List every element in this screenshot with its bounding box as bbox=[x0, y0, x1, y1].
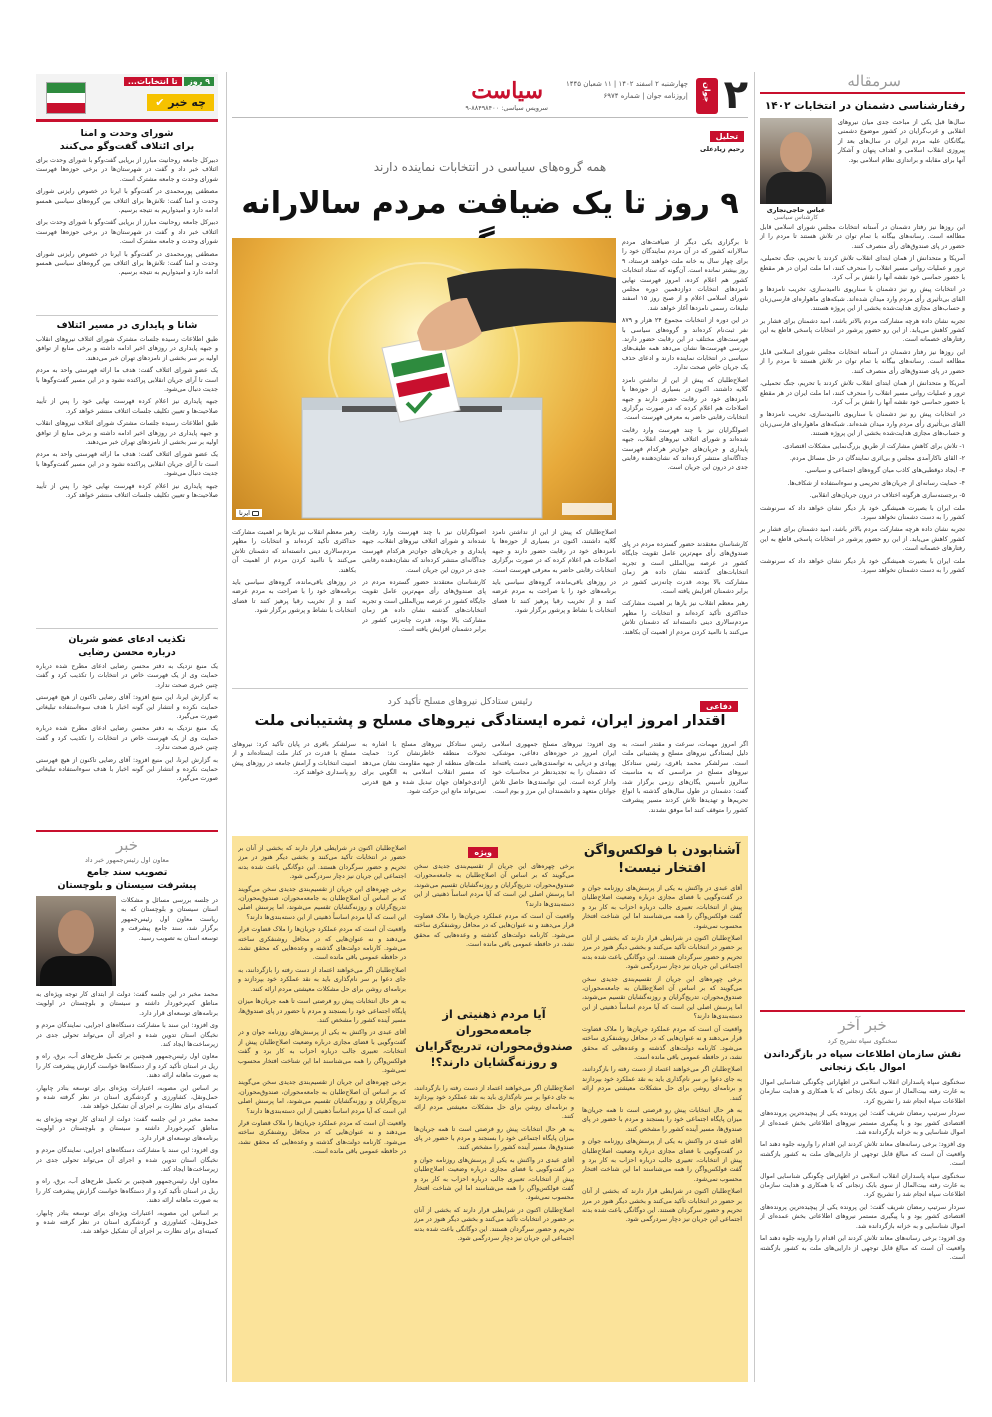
lead-body-col-2 bbox=[492, 528, 616, 678]
latest-news-paragraph: وی افزود: برخی رسانه‌های معاند تلاش کردند این اقدام را وارونه جلوه دهند اما واقعیت آن است که مبالغ قابل توجهی از دارایی‌های ملت به کشور بازگشته است. bbox=[760, 1141, 965, 1168]
photo-credit bbox=[236, 509, 262, 517]
ballot-illustration bbox=[232, 238, 616, 520]
election-banner bbox=[36, 74, 218, 122]
left-divider bbox=[36, 628, 218, 629]
countdown-days: ۹ روز bbox=[184, 77, 214, 86]
lead-paragraph: در روزهای باقی‌مانده، گروه‌های سیاسی باید برنامه‌های خود را با صراحت به مردم عرضه کنند و از تخریب رقبا پرهیز کنند تا فضای انتخابات با نشاط و پرشور برگزار شود. bbox=[492, 579, 616, 615]
feature-paragraph: به هر حال انتخابات پیش رو فرصتی است تا همه جریان‌ها میزان پایگاه اجتماعی خود را بسنجند و مردم با حضور در پای صندوق‌ها، مسیر آینده کشور را مشخص کنند. bbox=[238, 998, 406, 1024]
left-story-3-paragraph: به گزارش ایرنا، این منبع افزود: آقای رضایی تاکنون از هیچ فهرستی حمایت نکرده و انتشار این گونه اخبار با هدف سوءاستفاده تبلیغاتی صورت می‌گیرد. bbox=[36, 756, 218, 783]
lead-headline: ۹ روز تا یک ضیافت مردم سالارانه bbox=[241, 186, 739, 221]
feature-paragraph: آقای عبدی در واکنش به یکی از پرسش‌های روزنامه جوان و در گفت‌وگویی با فضای مجازی درباره وضعیت اصلاح‌طلبان پیش از انتخابات، تعبیری جالب درباره احزاب به کار برد و گفت فولکس‌واگن را همه می‌شناسند اما این شناخت افتخار محسوب نمی‌شود. bbox=[238, 1029, 406, 1074]
date-line: چهارشنبه ۲ اسفند ۱۴۰۲ | ۱۱ شعبان ۱۴۴۵ bbox=[565, 80, 688, 88]
left-story-3-paragraph: یک منبع نزدیک به دفتر محسن رضایی ادعای مطرح شده درباره حمایت وی از یک فهرست خاص در انتخابات را تکذیب کرد و گفت چنین خبری صحت ندارد. bbox=[36, 663, 218, 689]
author-photo bbox=[760, 118, 832, 204]
editorial-paragraph: تجربه نشان داده هرچه مشارکت مردم بالاتر باشد، امید دشمنان برای فشار بر کشور کاهش می‌یابد. از این رو حضور پرشور در انتخابات پاسخی قاطع به این رفتارهای خصمانه است. bbox=[760, 317, 965, 344]
feature-tag-label: ویژه bbox=[468, 847, 498, 858]
lead-paragraph: در روزهای باقی‌مانده، گروه‌های سیاسی باید برنامه‌های خود را با صراحت به مردم عرضه کنند و از تخریب رقبا پرهیز کنند تا فضای انتخابات با نشاط و پرشور برگزار شود. bbox=[232, 579, 356, 615]
feature-headline-1: آشنابودن با فولکس‌واگن افتخار نیست! bbox=[583, 843, 741, 876]
left-story-1-body bbox=[36, 156, 218, 306]
second-story-col-4 bbox=[232, 740, 356, 830]
feature-paragraph: آقای عبدی در واکنش به یکی از پرسش‌های روزنامه جوان و در گفت‌وگویی با فضای مجازی درباره وضعیت اصلاح‌طلبان پیش از انتخابات، تعبیری جالب درباره احزاب به کار برد و گفت فولکس‌واگن را همه می‌شناسند اما این شناخت افتخار محسوب نمی‌شود. bbox=[582, 885, 742, 930]
editorial-list-item: ۴- حمایت رسانه‌ای از جریان‌های تحریمی و سوءاستفاده از شکاف‌ها. bbox=[787, 479, 965, 487]
editorial-paragraph: این روزها نیز رفتار دشمنان در آستانه انتخابات مجلس شورای اسلامی قابل مطالعه است. رسانه‌های بیگانه با تمام توان در تلاش هستند تا مردم را از حضور در پای صندوق‌های رأی منصرف کنند. bbox=[760, 348, 965, 375]
left-story-2-paragraph: یک عضو شورای ائتلاف گفت: هدف ما ارائه فهرستی واحد به مردم است تا آرای جریان انقلابی پراکنده نشود و در این مسیر گفت‌وگوها با جدیت دنبال می‌شود. bbox=[36, 451, 218, 478]
left-news-paragraph: معاون اول رئیس‌جمهور همچنین بر تکمیل طرح‌های آب، برق، راه و ریل در استان تأکید کرد و از دستگاه‌ها خواست گزارش پیشرفت کار را به صورت ماهانه ارائه دهند. bbox=[36, 1178, 218, 1205]
feature-paragraph: واقعیت آن است که مردم عملکرد جریان‌ها را ملاک قضاوت قرار می‌دهند و نه عنوان‌هایی که در محافل روشنفکری ساخته می‌شود. کارنامه دولت‌های گذشته و وعده‌هایی که محقق نشد، در حافظه عمومی باقی مانده است. bbox=[238, 926, 406, 962]
feature-paragraph: اصلاح‌طلبان اگر می‌خواهند اعتماد از دست رفته را بازگردانند، به جای دعوا بر سر نام‌گذاری باید به نقد عملکرد خود بپردازند و برنامه‌ای روشن برای حل مشکلات معیشتی مردم ارائه کنند. bbox=[238, 966, 406, 993]
second-story-headline: اقتدار امروز ایران، ثمره ایستادگی نیروهای مسلح و پشتیبانی ملت bbox=[254, 713, 726, 729]
latest-news-paragraph: سخنگوی سپاه پاسداران انقلاب اسلامی در اظهاراتی چگونگی شناسایی اموال به غارت رفته بیت‌المال از سوی بابک زنجانی که با همکاری و هدایت سازمان اطلاعات سپاه انجام شد را تشریح کرد. bbox=[760, 1172, 965, 1199]
left-news-kicker: معاون اول رئیس‌جمهور خبر داد bbox=[84, 856, 170, 864]
left-news-lead-text bbox=[121, 896, 218, 986]
left-news-headline-2: پیشرفت سیستان و بلوچستان bbox=[57, 880, 197, 891]
desk-line: سرویس سیاسی: ۸۸۴۹۸۴۰۰-۹ bbox=[465, 104, 548, 112]
editorial-body bbox=[760, 223, 965, 575]
editorial-paragraph: در انتخابات پیش رو نیز دشمنان با سناریوی ناامیدسازی، تخریب نامزدها و القای بی‌تأثیری رأی مردم وارد میدان شده‌اند. شبکه‌های ماهواره‌ای فارسی‌زبان و حساب‌های مجازی هدایت‌شده بخشی از این پروژه هستند. bbox=[760, 286, 965, 313]
feature-tag bbox=[468, 840, 498, 859]
latest-news-paragraph: سردار سرتیپ رمضان شریف گفت: این پرونده یکی از پیچیده‌ترین پرونده‌های اقتصادی کشور بود و با پیگیری مستمر نیروهای اطلاعاتی بخش عمده‌ای از اموال شناسایی و به خزانه بازگردانده شد. bbox=[760, 1110, 965, 1137]
latest-news-section: خبر آخر bbox=[838, 1016, 887, 1034]
second-story-paragraph: اگر امروز مهمات، سرعت و مقتدر است، به دلیل ایستادگی نیروهای مسلح و پشتیبانی ملت است. سرلشکر محمد باقری، رئیس ستادکل نیروهای مسلح در مراسمی که به مناسبت سالروز تأسیس یگان‌های رزمی برگزار شد، گفت: دشمنان در طول سال‌های گذشته با انواع تحریم‌ها و تهدیدها تلاش کردند مسیر پیشرفت کشور را متوقف کنند اما موفق نشدند. bbox=[622, 741, 748, 814]
left-story-1-paragraph: دبیرکل جامعه روحانیت مبارز از برپایی گفت‌وگو با شورای وحدت برای ائتلاف خبر داد و گفت در شهرستان‌ها در برخی حوزه‌ها فهرست شورای وحدت و جامعه مشترک است. bbox=[36, 157, 218, 183]
left-news-section: خبر bbox=[115, 836, 139, 854]
left-story-2-headline: شانا و پایداری در مسیر ائتلاف bbox=[56, 320, 198, 331]
what-news-label bbox=[147, 94, 214, 111]
lead-paragraph: رهبر معظم انقلاب نیز بارها بر اهمیت مشارکت حداکثری تأکید کرده‌اند و انتخابات را مظهر مردم‌سالاری دینی دانسته‌اند که دشمنان تلاش می‌کنند با ناامید کردن مردم از اهمیت آن بکاهند. bbox=[232, 529, 356, 574]
latest-news-paragraph: وی افزود: برخی رسانه‌های معاند تلاش کردند این اقدام را وارونه جلوه دهند اما واقعیت آن است که مبالغ قابل توجهی از دارایی‌های ملت به کشور بازگشته است. bbox=[760, 1235, 965, 1261]
check-icon: ✔ bbox=[155, 96, 165, 109]
editorial-paragraph: تجربه نشان داده هرچه مشارکت مردم بالاتر باشد، امید دشمنان برای فشار بر کشور کاهش می‌یابد. از این رو حضور پرشور در انتخابات پاسخی قاطع به این رفتارهای خصمانه است. bbox=[760, 526, 965, 553]
countdown-title: تا انتخابات... bbox=[124, 77, 182, 86]
feature-paragraph: آقای عبدی در واکنش به یکی از پرسش‌های روزنامه جوان و در گفت‌وگویی با فضای مجازی درباره وضعیت اصلاح‌طلبان پیش از انتخابات، تعبیری جالب درباره احزاب به کار برد و گفت فولکس‌واگن را همه می‌شناسند اما این شناخت افتخار محسوب نمی‌شود. bbox=[582, 1138, 742, 1183]
left-news-box bbox=[36, 830, 218, 1382]
feature-paragraph: اصلاح‌طلبان اکنون در شرایطی قرار دارند که بخشی از آنان بر حضور در انتخابات تأکید می‌کنند و بخشی دیگر هنوز در مرز تحریم و حضور سرگردان هستند. این دوگانگی باعث شده بدنه اجتماعی این جریان نیز دچار سردرگمی شود. bbox=[238, 845, 406, 881]
editorial-paragraph: آمریکا و متحدانش از همان ابتدای انقلاب تلاش کردند با تحریم، جنگ تحمیلی، ترور و عملیات روانی مسیر انقلاب را منحرف کنند، اما ملت ایران در هر مقطع با حضور حماسی خود نقشه آنها را نقش بر آب کرد. bbox=[760, 255, 965, 282]
latest-news-paragraph: سخنگوی سپاه پاسداران انقلاب اسلامی در اظهاراتی چگونگی شناسایی اموال به غارت رفته بیت‌المال از سوی بابک زنجانی که با همکاری و هدایت سازمان اطلاعات سپاه انجام شد را تشریح کرد. bbox=[760, 1079, 965, 1105]
lead-paragraph: اصولگرایان نیز با چند فهرست وارد رقابت شده‌اند و شورای ائتلاف نیروهای انقلاب، جبهه پایداری و جریان‌های جوان‌تر هرکدام فهرست جداگانه‌ای منتشر کرده‌اند که نشان‌دهنده رقابتی جدی در درون این جریان است. bbox=[362, 529, 486, 574]
lead-kicker: همه گروه‌های سیاسی در انتخابات نماینده دارند bbox=[373, 160, 607, 174]
editorial-paragraph: آمریکا و متحدانش از همان ابتدای انقلاب تلاش کردند با تحریم، جنگ تحمیلی، ترور و عملیات روانی مسیر انقلاب را منحرف کنند، اما ملت ایران در هر مقطع با حضور حماسی خود نقشه آنها را نقش بر آب کرد. bbox=[760, 380, 965, 406]
editorial-headline: رفتارشناسی دشمنان در انتخابات ۱۴۰۲ bbox=[764, 100, 965, 112]
lead-paragraph: اصولگرایان نیز با چند فهرست وارد رقابت شده‌اند و شورای ائتلاف نیروهای انقلاب، جبهه پایداری و جریان‌های جوان‌تر هرکدام فهرست جداگانه‌ای منتشر کرده‌اند که نشان‌دهنده رقابتی جدی در درون این جریان است. bbox=[622, 426, 748, 472]
latest-news-paragraph: سردار سرتیپ رمضان شریف گفت: این پرونده یکی از پیچیده‌ترین پرونده‌های اقتصادی کشور بود و با پیگیری مستمر نیروهای اطلاعاتی بخش عمده‌ای از اموال شناسایی و به خزانه بازگردانده شد. bbox=[760, 1203, 965, 1230]
lead-tag-label: تحلیل bbox=[710, 131, 744, 142]
left-story-3-headline-2: درباره محسن رضایی bbox=[78, 647, 176, 658]
left-news-paragraph: بر اساس این مصوبه، اعتبارات ویژه‌ای برای توسعه بنادر چابهار، حمل‌ونقل، کشاورزی و گردشگری استان در نظر گرفته شده و کمیته‌ای برای نظارت بر اجرای آن تشکیل خواهد شد. bbox=[36, 1209, 218, 1236]
editorial-paragraph: سال‌ها قبل یکی از مباحث جدی میان نیروهای انقلابی و غرب‌گرایان در کشور موضوع دشمنی بیگانگان علیه مردم ایران در سال‌های بعد از پیروزی انقلاب اسلامی و اهداف پنهان و آشکار آنها برای مقابله و براندازی نظام اسلامی بود. bbox=[838, 119, 965, 164]
left-story-2-paragraph: جبهه پایداری نیز اعلام کرده فهرست نهایی خود را پس از تأیید صلاحیت‌ها و تعیین تکلیف جلسات ائتلاف منتشر خواهد کرد. bbox=[36, 482, 218, 500]
feature-paragraph: اصلاح‌طلبان اکنون در شرایطی قرار دارند که بخشی از آنان بر حضور در انتخابات تأکید می‌کنند و بخشی دیگر هنوز در مرز تحریم و حضور سرگردان هستند. این دوگانگی باعث شده بدنه اجتماعی این جریان نیز دچار سردرگمی شود. bbox=[582, 1188, 742, 1224]
feature-paragraph: واقعیت آن است که مردم عملکرد جریان‌ها را ملاک قضاوت قرار می‌دهند و نه عنوان‌هایی که در محافل روشنفکری ساخته می‌شود. کارنامه دولت‌های گذشته و وعده‌هایی که محقق نشد، در حافظه عمومی باقی مانده است. bbox=[582, 1025, 742, 1061]
feature-headline-2: آیا مردم ذهنیتی از جامعه‌محوران صندوق‌محوران، تدریج‌گرایان و روزنه‌گشایان دارند؟! bbox=[415, 1007, 573, 1069]
feature-paragraph: به هر حال انتخابات پیش رو فرصتی است تا همه جریان‌ها میزان پایگاه اجتماعی خود را بسنجند و مردم با حضور در پای صندوق‌ها، مسیر آینده کشور را مشخص کنند. bbox=[414, 1125, 574, 1152]
left-story-2-paragraph: جبهه پایداری نیز اعلام کرده فهرست نهایی خود را پس از تأیید صلاحیت‌ها و تعیین تکلیف جلسات ائتلاف منتشر خواهد کرد. bbox=[36, 398, 218, 415]
lead-tag bbox=[700, 124, 744, 153]
editorial-list-item: ۲- القای ناکارآمدی مجلس و بی‌اثری نمایندگان در حل مسائل مردم. bbox=[789, 454, 965, 462]
what-news-text: چه خبر bbox=[168, 96, 206, 109]
left-news-paragraph: محمد مخبر در این جلسه گفت: دولت از ابتدای کار توجه ویژه‌ای به مناطق کم‌برخوردار داشته و سیستان و بلوچستان در اولویت برنامه‌های توسعه‌ای قرار دارد. bbox=[36, 1115, 218, 1142]
second-story-col-1 bbox=[622, 740, 748, 830]
editorial-list-item: ۵- برجسته‌سازی هرگونه اختلاف در درون جریان‌های انقلابی. bbox=[809, 492, 965, 500]
editorial-paragraph: ملت ایران با بصیرت همیشگی خود بار دیگر نشان خواهد داد که سرنوشت کشور را به دست دشمنان نخواهد سپرد. bbox=[760, 504, 965, 521]
left-news-paragraph: محمد مخبر در این جلسه گفت: دولت از ابتدای کار توجه ویژه‌ای به مناطق کم‌برخوردار داشته و سیستان و بلوچستان در اولویت برنامه‌های توسعه‌ای قرار دارد. bbox=[36, 991, 218, 1017]
left-story-2-paragraph: یک عضو شورای ائتلاف گفت: هدف ما ارائه فهرستی واحد به مردم است تا آرای جریان انقلابی پراکنده نشود و در این مسیر گفت‌وگوها با جدیت دنبال می‌شود. bbox=[36, 367, 218, 394]
lead-byline: رحیم زیادعلی bbox=[700, 145, 745, 153]
countdown bbox=[124, 77, 214, 86]
editorial-paragraph: ملت ایران با بصیرت همیشگی خود بار دیگر نشان خواهد داد که سرنوشت کشور را به دست دشمنان نخواهد سپرد. bbox=[760, 557, 965, 574]
editorial-list-item: ۱- تلاش برای کاهش مشارکت از طریق بزرگ‌نمایی مشکلات اقتصادی. bbox=[782, 442, 965, 450]
author-suit bbox=[766, 172, 826, 204]
second-story-tag-label: دفاعی bbox=[700, 701, 738, 712]
left-news-paragraph: وی افزود: این سند با مشارکت دستگاه‌های اجرایی، نمایندگان مردم و نخبگان استان تدوین شده و اجرای آن می‌تواند تحولی جدی در زیرساخت‌ها ایجاد کند. bbox=[36, 1147, 218, 1173]
feature-paragraph: برخی چهره‌های این جریان از تقسیم‌بندی جدیدی سخن می‌گویند که بر اساس آن اصلاح‌طلبان به جامعه‌محوران، صندوق‌محوران، تدریج‌گرایان و روزنه‌گشایان تقسیم می‌شوند، اما پرسش اصلی این است که آیا مردم اساساً ذهنیتی از این دسته‌بندی‌ها دارند؟ bbox=[238, 885, 406, 921]
author-name: عباس حاجی‌نجاری bbox=[766, 206, 826, 214]
second-story-paragraph: رئیس ستادکل نیروهای مسلح با اشاره به تحولات منطقه خاطرنشان کرد: حمایت ملت‌های منطقه از جبهه مقاومت نشان می‌دهد که مسیر انقلاب اسلامی به الگویی برای آزادی‌خواهان جهان تبدیل شده و هیچ قدرتی نمی‌تواند مانع این حرکت شود. bbox=[362, 741, 486, 796]
lead-photo bbox=[232, 238, 616, 520]
lead-paragraph: در این دوره از انتخابات مجموع ۲۴ هزار و ۸۷۹ نفر ثبت‌نام کرده‌اند و گروه‌های سیاسی با فهرست‌های مختلف در این رقابت حضور دارند. بررسی فهرست‌ها نشان می‌دهد همه طیف‌های سیاسی در انتخابات نماینده دارند و ادعای حذف یک جریان خاص صحت ندارد. bbox=[622, 317, 748, 372]
author-title: کارشناس سیاسی bbox=[773, 214, 819, 221]
left-news-paragraph: وی افزود: این سند با مشارکت دستگاه‌های اجرایی، نمایندگان مردم و نخبگان استان تدوین شده و اجرای آن می‌تواند تحولی جدی در زیرساخت‌ها ایجاد کند. bbox=[36, 1022, 218, 1049]
left-story-1-paragraph: دبیرکل جامعه روحانیت مبارز از برپایی گفت‌وگو با شورای وحدت برای ائتلاف خبر داد و گفت در شهرستان‌ها در برخی حوزه‌ها فهرست شورای وحدت و جامعه مشترک است. bbox=[36, 219, 218, 246]
lead-paragraph: کارشناسان معتقدند حضور گسترده مردم در پای صندوق‌های رأی مهم‌ترین عامل تقویت جایگاه کشور در عرصه بین‌المللی است و تجربه انتخابات‌های گذشته نشان داده هر زمان مشارکت بالا بوده، قدرت چانه‌زنی کشور در برابر دشمنان افزایش یافته است. bbox=[362, 579, 486, 634]
feature-paragraph: آقای عبدی در واکنش به یکی از پرسش‌های روزنامه جوان و در گفت‌وگویی با فضای مجازی درباره وضعیت اصلاح‌طلبان پیش از انتخابات، تعبیری جالب درباره احزاب به کار برد و گفت فولکس‌واگن را همه می‌شناسند اما این شناخت افتخار محسوب نمی‌شود. bbox=[414, 1156, 574, 1202]
feature-paragraph: اصلاح‌طلبان اکنون در شرایطی قرار دارند که بخشی از آنان بر حضور در انتخابات تأکید می‌کنند و بخشی دیگر هنوز در مرز تحریم و حضور سرگردان هستند. این دوگانگی باعث شده بدنه اجتماعی این جریان نیز دچار سردرگمی شود. bbox=[414, 1206, 574, 1243]
lead-paragraph: اصلاح‌طلبان که پیش از این از نداشتن نامزد گلایه داشتند، اکنون در بسیاری از حوزه‌ها با نامزدهای خود در رقابت حضور دارند و جبهه اصلاحات هم اعلام کرده که در صورت برگزاری انتخابات رقابتی حاضر به معرفی فهرست است. bbox=[492, 529, 616, 574]
editorial-section-title: سرمقاله bbox=[843, 72, 905, 90]
mokhber-photo bbox=[36, 896, 116, 986]
feature-paragraph: واقعیت آن است که مردم عملکرد جریان‌ها را ملاک قضاوت قرار می‌دهند و نه عنوان‌هایی که در محافل روشنفکری ساخته می‌شود. کارنامه دولت‌های گذشته و وعده‌هایی که محقق نشد، در حافظه عمومی باقی مانده است. bbox=[414, 913, 574, 949]
left-story-2-paragraph: طبق اطلاعات رسیده جلسات مشترک شورای ائتلاف نیروهای انقلاب و جبهه پایداری در روزهای اخیر ادامه داشته و برخی منابع از توافق اولیه بر سر بخشی از نامزدهای تهران خبر می‌دهند. bbox=[36, 420, 218, 447]
author-face bbox=[780, 132, 812, 172]
left-story-1-paragraph: مصطفی پورمحمدی در گفت‌وگو با ایرنا در خصوص رایزنی شورای وحدت و امنا گفت: تلاش‌ها برای ائتلاف بین گروه‌های سیاسی همسو ادامه دارد و امیدواریم به نتیجه برسیم. bbox=[36, 250, 218, 277]
left-story-1-headline-2: برای ائتلاف گفت‌وگو می‌کنند bbox=[59, 141, 195, 152]
left-story-3-paragraph: یک منبع نزدیک به دفتر محسن رضایی ادعای مطرح شده درباره حمایت وی از یک فهرست خاص در انتخابات را تکذیب کرد و گفت چنین خبری صحت ندارد. bbox=[36, 725, 218, 752]
feature-col-3 bbox=[238, 844, 406, 1374]
left-news-headline-1: تصویب سند جامع bbox=[86, 867, 168, 878]
feature-col-1 bbox=[582, 884, 742, 1374]
left-news-paragraph: معاون اول رئیس‌جمهور همچنین بر تکمیل طرح‌های آب، برق، راه و ریل در استان تأکید کرد و از دستگاه‌ها خواست گزارش پیشرفت کار را به صورت ماهانه ارائه دهند. bbox=[36, 1053, 218, 1080]
logo bbox=[696, 78, 718, 114]
lead-body-col-3 bbox=[362, 528, 486, 678]
second-story-tag bbox=[700, 694, 738, 713]
left-story-1 bbox=[36, 128, 218, 306]
left-story-1-headline-1: شورای وحدت و امنا bbox=[80, 128, 174, 139]
feature-paragraph: برخی چهره‌های این جریان از تقسیم‌بندی جدیدی سخن می‌گویند که بر اساس آن اصلاح‌طلبان به جامعه‌محوران، صندوق‌محوران، تدریج‌گرایان و روزنه‌گشایان تقسیم می‌شوند، اما پرسش اصلی این است که آیا مردم اساساً ذهنیتی از این دسته‌بندی‌ها دارند؟ bbox=[238, 1079, 406, 1115]
left-news-paragraph: در جلسه بررسی مسائل و مشکلات استان سیستان و بلوچستان که به ریاست معاون اول رئیس‌جمهور برگزار شد، سند جامع پیشرفت و توسعه استان به تصویب رسید. bbox=[121, 897, 218, 942]
left-story-2 bbox=[36, 320, 218, 605]
column-divider bbox=[226, 72, 227, 1382]
page-header bbox=[232, 72, 748, 118]
ballot-box-icon bbox=[46, 82, 86, 114]
photo-credit-label: ایرنا bbox=[239, 509, 250, 517]
page-number: ۲ bbox=[723, 72, 748, 118]
section-divider bbox=[232, 688, 748, 689]
second-story-col-2 bbox=[492, 740, 616, 830]
feature-box bbox=[232, 836, 748, 1382]
lead-paragraph: اصلاح‌طلبان که پیش از این از نداشتن نامزد گلایه داشتند، اکنون در بسیاری از حوزه‌ها با نامزدهای خود در رقابت حضور دارند و جبهه اصلاحات هم اعلام کرده که در صورت برگزاری انتخابات رقابتی حاضر به معرفی فهرست است. bbox=[622, 376, 748, 422]
left-story-3-paragraph: به گزارش ایرنا، این منبع افزود: آقای رضایی تاکنون از هیچ فهرستی حمایت نکرده و انتشار این گونه اخبار با هدف سوءاستفاده تبلیغاتی صورت می‌گیرد. bbox=[36, 694, 218, 721]
left-story-3-body bbox=[36, 662, 218, 832]
lead-paragraph: کارشناسان معتقدند حضور گسترده مردم در پای صندوق‌های رأی مهم‌ترین عامل تقویت جایگاه کشور در عرصه بین‌المللی است و تجربه انتخابات‌های گذشته نشان داده هر زمان مشارکت بالا بوده، قدرت چانه‌زنی کشور در برابر دشمنان افزایش یافته است. bbox=[622, 541, 748, 596]
camera-icon bbox=[252, 511, 259, 516]
left-story-2-body bbox=[36, 335, 218, 605]
portrait-body bbox=[40, 956, 112, 986]
portrait-head bbox=[58, 910, 94, 954]
lead-body-side bbox=[622, 238, 748, 538]
feature-paragraph: واقعیت آن است که مردم عملکرد جریان‌ها را ملاک قضاوت قرار می‌دهند و نه عنوان‌هایی که در محافل روشنفکری ساخته می‌شود. کارنامه دولت‌های گذشته و وعده‌هایی که محقق نشد، در حافظه عمومی باقی مانده است. bbox=[238, 1119, 406, 1156]
latest-news-kicker: سخنگوی سپاه تشریح کرد bbox=[827, 1037, 898, 1045]
second-story-kicker: رئیس ستادکل نیروهای مسلح تأکید کرد bbox=[387, 697, 533, 707]
feature-paragraph: اصلاح‌طلبان اگر می‌خواهند اعتماد از دست رفته را بازگردانند، به جای دعوا بر سر نام‌گذاری باید به نقد عملکرد خود بپردازند و برنامه‌ای روشن برای حل مشکلات معیشتی مردم ارائه کنند. bbox=[582, 1066, 742, 1102]
feature-paragraph: به هر حال انتخابات پیش رو فرصتی است تا همه جریان‌ها میزان پایگاه اجتماعی خود را بسنجند و مردم با حضور در پای صندوق‌ها، مسیر آینده کشور را مشخص کنند. bbox=[582, 1106, 742, 1133]
issue-line: |روزنامه جوان | شماره ۶۹۷۴ bbox=[603, 92, 688, 100]
second-story-col-3 bbox=[362, 740, 486, 830]
editorial-paragraph: این روزها نیز رفتار دشمنان در آستانه انتخابات مجلس شورای اسلامی قابل مطالعه است. رسانه‌های بیگانه با تمام توان در تلاش هستند تا مردم را از حضور در پای صندوق‌های رأی منصرف کنند. bbox=[760, 224, 965, 250]
latest-news-headline: نقش سازمان اطلاعات سپاه در بازگرداندن اموال بابک زنجانی bbox=[763, 1049, 962, 1073]
second-story-paragraph: وی افزود: نیروهای مسلح جمهوری اسلامی ایران امروز در حوزه‌های دفاعی، موشکی، پهپادی و دریایی به توانمندی‌هایی دست یافته‌اند که دشمنان را به تجدیدنظر در محاسبات خود وادار کرده است. این توانمندی‌ها حاصل تلاش جوانان متعهد و دانشمندان این مرز و بوم است. bbox=[492, 741, 616, 796]
column-divider bbox=[754, 72, 755, 1382]
lead-body-col-1 bbox=[622, 540, 748, 680]
left-story-2-paragraph: طبق اطلاعات رسیده جلسات مشترک شورای ائتلاف نیروهای انقلاب و جبهه پایداری در روزهای اخیر ادامه داشته و برخی منابع از توافق اولیه بر سر بخشی از نامزدهای تهران خبر می‌دهند. bbox=[36, 336, 218, 362]
lead-body-col-4 bbox=[232, 528, 356, 678]
feature-paragraph: اصلاح‌طلبان اکنون در شرایطی قرار دارند که بخشی از آنان بر حضور در انتخابات تأکید می‌کنند و بخشی دیگر هنوز در مرز تحریم و حضور سرگردان هستند. این دوگانگی باعث شده بدنه اجتماعی این جریان نیز دچار سردرگمی شود. bbox=[582, 935, 742, 971]
feature-col-2-top bbox=[414, 862, 574, 1002]
left-story-3 bbox=[36, 634, 218, 832]
editorial-list-item: ۳- ایجاد دوقطبی‌های کاذب میان گروه‌های اجتماعی و سیاسی. bbox=[804, 467, 965, 475]
feature-col-2-bottom bbox=[414, 1084, 574, 1374]
latest-news-body bbox=[760, 1078, 965, 1262]
latest-news-box bbox=[760, 1010, 965, 1382]
second-story-paragraph: سرلشکر باقری در پایان تأکید کرد: نیروهای مسلح با قدرت در کنار ملت ایستاده‌اند و از امنیت انتخابات و آرامش جامعه در روزهای پیش رو پاسداری خواهند کرد. bbox=[232, 741, 356, 777]
lead-paragraph: تا برگزاری یکی دیگر از ضیافت‌های مردم سالارانه کشور که در آن مردم نمایندگان خود را برای چهار سال به خانه ملت خواهند فرستاد، ۹ روز بیشتر نمانده است. آن‌گونه که ستاد انتخابات کشور هم اعلام کرده، امروز فهرست نهایی نامزدهای انتخابات دوازدهمین دوره مجلس شورای اسلامی اعلام و از صبح روز ۱۵ اسفند تبلیغات رسمی نامزدها آغاز خواهد شد. bbox=[622, 239, 748, 312]
lead-paragraph: رهبر معظم انقلاب نیز بارها بر اهمیت مشارکت حداکثری تأکید کرده‌اند و انتخابات را مظهر مردم‌سالاری دینی دانسته‌اند که دشمنان تلاش می‌کنند با ناامید کردن مردم از اهمیت آن بکاهند. bbox=[622, 600, 748, 636]
left-news-body bbox=[36, 990, 218, 1360]
editorial-section-label bbox=[760, 72, 965, 94]
left-news-paragraph: بر اساس این مصوبه، اعتبارات ویژه‌ای برای توسعه بنادر چابهار، حمل‌ونقل، کشاورزی و گردشگری استان در نظر گرفته شده و کمیته‌ای برای نظارت بر اجرای آن تشکیل خواهد شد. bbox=[36, 1084, 218, 1111]
feature-paragraph: برخی چهره‌های این جریان از تقسیم‌بندی جدیدی سخن می‌گویند که بر اساس آن اصلاح‌طلبان به جامعه‌محوران، صندوق‌محوران، تدریج‌گرایان و روزنه‌گشایان تقسیم می‌شوند، اما پرسش اصلی این است که آیا مردم اساساً ذهنیتی از این دسته‌بندی‌ها دارند؟ bbox=[582, 975, 742, 1021]
logo-text: جوان bbox=[702, 82, 712, 103]
feature-paragraph: برخی چهره‌های این جریان از تقسیم‌بندی جدیدی سخن می‌گویند که بر اساس آن اصلاح‌طلبان به جامعه‌محوران، صندوق‌محوران، تدریج‌گرایان و روزنه‌گشایان تقسیم می‌شوند، اما پرسش اصلی این است که آیا مردم اساساً ذهنیتی از این دسته‌بندی‌ها دارند؟ bbox=[414, 863, 574, 908]
left-story-3-headline-1: تکذیب ادعای عضو شریان bbox=[68, 634, 186, 645]
left-divider bbox=[36, 315, 218, 316]
editorial-paragraph: در انتخابات پیش رو نیز دشمنان با سناریوی ناامیدسازی، تخریب نامزدها و القای بی‌تأثیری رأی مردم وارد میدان شده‌اند. شبکه‌های ماهواره‌ای فارسی‌زبان و حساب‌های مجازی هدایت‌شده بخشی از این پروژه هستند. bbox=[760, 411, 965, 438]
feature-paragraph: اصلاح‌طلبان اگر می‌خواهند اعتماد از دست رفته را بازگردانند، به جای دعوا بر سر نام‌گذاری باید به نقد عملکرد خود بپردازند و برنامه‌ای روشن برای حل مشکلات معیشتی مردم ارائه کنند. bbox=[414, 1085, 574, 1121]
left-story-1-paragraph: مصطفی پورمحمدی در گفت‌وگو با ایرنا در خصوص رایزنی شورای وحدت و امنا گفت: تلاش‌ها برای ائتلاف بین گروه‌های سیاسی همسو ادامه دارد و امیدواریم به نتیجه برسیم. bbox=[36, 188, 218, 215]
section-name: سیاست bbox=[471, 78, 543, 104]
